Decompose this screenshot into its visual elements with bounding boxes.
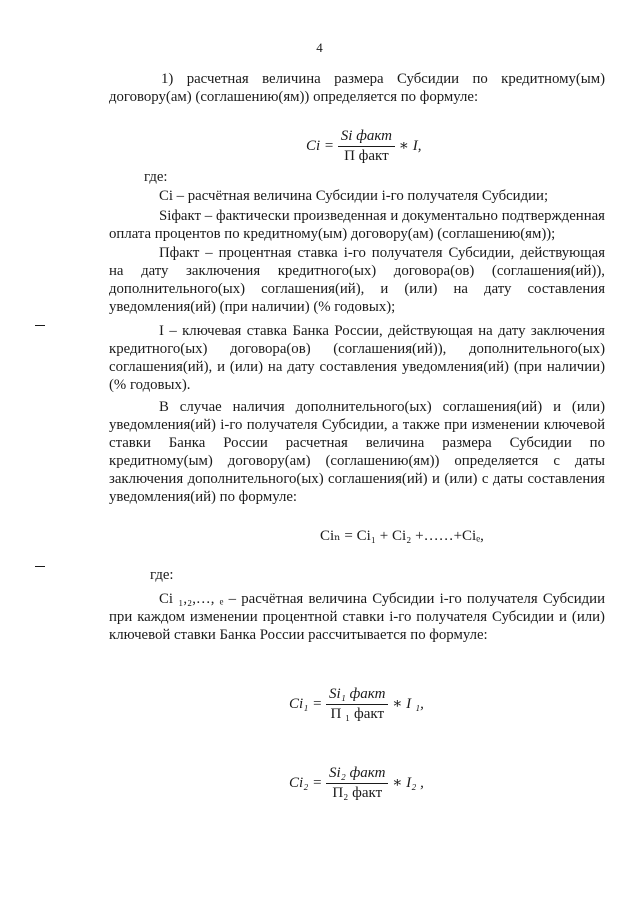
- paragraph-1: [109, 70, 605, 106]
- def-pfakt: Пфакт – процентная ставка i-го получателя Субсидии, действующая на дату заключения кредитного(ых) договора(ов) (соглашения(ий)), дополнительного(ых) соглашения(ий), и (или) на дату составления уведомления(ий) (при наличии) (% годовых);: [109, 245, 605, 315]
- def-sifakt: Siфакт – фактически произведенная и документально подтвержденная оплата процентов по кредитному(ым) договору(ам) (соглашению(ям));: [109, 208, 605, 242]
- formula-ci-numerator: Si факт: [338, 128, 395, 147]
- formula-ci2-numerator: Si₂ факт: [326, 765, 388, 784]
- formula-ci-denominator: П факт: [344, 148, 389, 164]
- paragraph-1-line-2: договору(ам) (соглашению(ям)) определяется по формуле:: [109, 89, 479, 105]
- formula-ci1-numerator: Si₁ факт: [326, 686, 388, 705]
- formula-ci-lhs: Ci =: [306, 137, 335, 154]
- formula-ci2-fraction: [326, 765, 388, 802]
- formula-ci: [306, 128, 421, 165]
- margin-mark-2: [35, 566, 45, 567]
- def-ci: Ci – расчётная величина Субсидии i-го получателя Субсидии;: [159, 188, 549, 204]
- formula-ci1: [289, 686, 424, 723]
- margin-mark-1: [35, 325, 45, 326]
- where-label-1: где:: [144, 169, 168, 185]
- page-number: 4: [316, 40, 323, 55]
- formula-ci2-operator: ∗ I₂ ,: [388, 774, 424, 791]
- formula-ci1-lhs: Ci₁ =: [289, 695, 323, 712]
- formula-ci1-operator: ∗ I ₁,: [388, 695, 424, 712]
- def-i: I – ключевая ставка Банка России, действующая на дату заключения кредитного(ых) договора(ов) (соглашения(ий)), дополнительного(ых) соглашения(ий), и (или) на дату составления уведомления(ий) (при наличии) (% годовых).: [109, 323, 605, 393]
- formula-ci2-denominator: П₂ факт: [332, 785, 383, 801]
- formula-ci2: [289, 765, 424, 802]
- paragraph-1-line-1: 1) расчетная величина размера Субсидии по кредитному(ым): [161, 71, 605, 87]
- formula-sum: Ciₙ = Ci₁ + Ci₂ +……+Ciₑ,: [320, 528, 484, 544]
- formula-ci-fraction: [338, 128, 395, 165]
- formula-ci-operator: ∗ I,: [395, 137, 422, 154]
- paragraph-case: В случае наличия дополнительного(ых) соглашения(ий) и (или) уведомления(ий) i-го получателя Субсидии, а также при изменении ключевой ставки Банка России расчетная величина размера Субсидии по кредитному(ым) договору(ам) (соглашению(ям)) определяется с даты заключения дополнительного(ых) соглашения(ий) и (или) с даты составления уведомления(ий) по формуле:: [109, 399, 605, 505]
- where-label-2: где:: [150, 567, 174, 583]
- formula-ci2-lhs: Ci₂ =: [289, 774, 323, 791]
- paragraph-ci-list: Ci ₁,₂,…, ₑ – расчётная величина Субсидии i-го получателя Субсидии при каждом изменении процентной ставки i-го получателя Субсидии и (или) ключевой ставки Банка России рассчитывается по формуле:: [109, 591, 605, 643]
- formula-ci1-denominator: П ₁ факт: [330, 706, 385, 722]
- formula-ci1-fraction: [326, 686, 388, 723]
